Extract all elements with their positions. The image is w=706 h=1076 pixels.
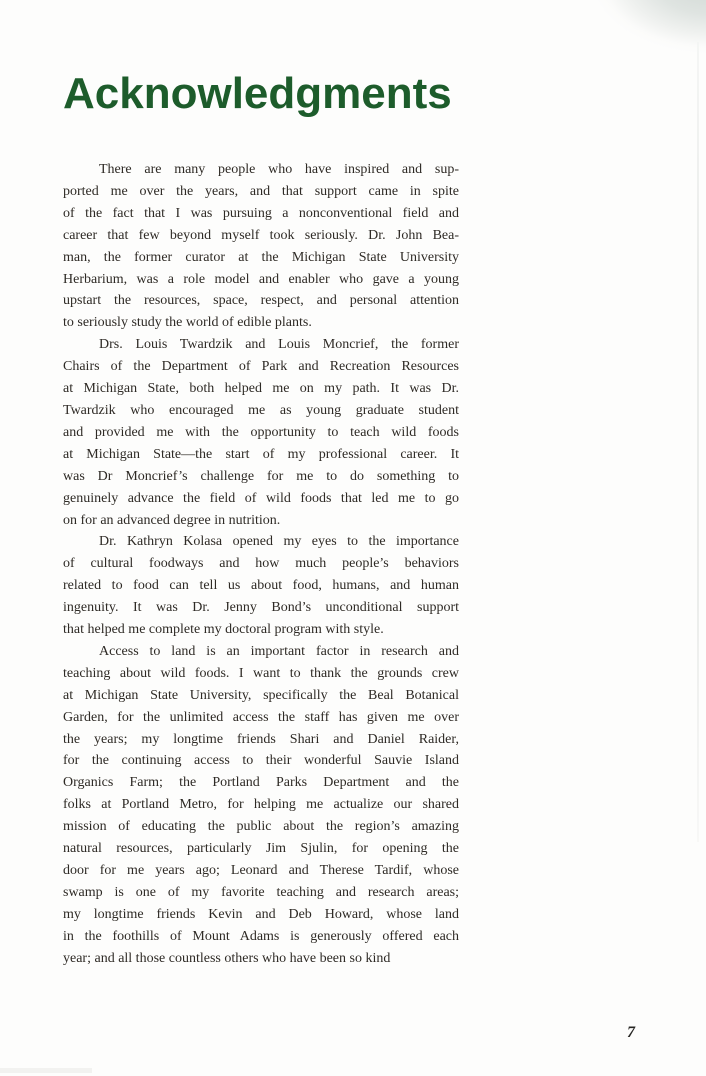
text-line: man, the former curator at the Michigan State University — [63, 249, 459, 265]
text-line: career that few beyond myself took seriously. Dr. John Bea- — [63, 227, 459, 243]
text-line: Drs. Louis Twardzik and Louis Moncrief, the former — [99, 337, 459, 353]
text-line: to seriously study the world of edible plants. — [63, 315, 312, 331]
text-line: swamp is one of my favorite teaching and research areas; — [63, 884, 459, 900]
text-line: related to food can tell us about food, humans, and human — [63, 578, 459, 594]
text-line: that helped me complete my doctoral program with style. — [63, 622, 384, 638]
text-line: Organics Farm; the Portland Parks Department and the — [63, 775, 459, 791]
page-bottom-shadow — [0, 1068, 92, 1073]
page-edge-shadow — [697, 42, 699, 842]
text-line: the years; my longtime friends Shari and Daniel Raider, — [63, 731, 459, 747]
paragraph — [63, 531, 459, 641]
text-line: genuinely advance the field of wild foods that led me to go — [63, 490, 459, 506]
text-line: on for an advanced degree in nutrition. — [63, 512, 281, 528]
paragraph — [63, 641, 459, 970]
text-line: for the continuing access to their wonderful Sauvie Island — [63, 753, 459, 769]
text-line: Chairs of the Department of Park and Recreation Resources — [63, 359, 459, 375]
page-corner-curl — [586, 0, 706, 78]
text-line: at Michigan State—the start of my professional career. It — [63, 446, 459, 462]
text-line: natural resources, particularly Jim Sjulin, for opening the — [63, 841, 459, 857]
page-number: 7 — [627, 1024, 635, 1041]
text-line: door for me years ago; Leonard and Therese Tardif, whose — [63, 863, 459, 878]
text-line: at Michigan State University, specifically the Beal Botanical — [63, 687, 459, 703]
text-line: in the foothills of Mount Adams is generously offered each — [63, 928, 459, 944]
text-line: There are many people who have inspired and sup- — [99, 162, 459, 177]
text-line: teaching about wild foods. I want to thank the grounds crew — [63, 665, 459, 681]
text-line: Dr. Kathryn Kolasa opened my eyes to the importance — [99, 534, 459, 550]
text-line: Access to land is an important factor in research and — [99, 643, 459, 659]
text-line: my longtime friends Kevin and Deb Howard, whose land — [63, 906, 459, 922]
text-line: and provided me with the opportunity to teach wild foods — [63, 424, 459, 440]
page-title: Acknowledgments — [63, 69, 452, 118]
text-line: at Michigan State, both helped me on my path. It was Dr. — [63, 381, 459, 397]
text-line: mission of educating the public about the region’s amazing — [63, 819, 459, 835]
text-line: Twardzik who encouraged me as young graduate student — [63, 402, 459, 418]
text-line: was Dr Moncrief’s challenge for me to do something to — [63, 468, 459, 484]
text-line: of cultural foodways and how much people’s behaviors — [63, 556, 459, 572]
paragraph — [63, 334, 459, 531]
text-line: of the fact that I was pursuing a nonconventional field and — [63, 205, 459, 221]
text-line: upstart the resources, space, respect, and personal attention — [63, 293, 459, 309]
paragraph — [63, 159, 459, 334]
text-line: ported me over the years, and that support came in spite — [63, 183, 459, 199]
body-text — [63, 159, 459, 970]
text-line: Garden, for the unlimited access the staff has given me over — [63, 709, 459, 725]
text-line: ingenuity. It was Dr. Jenny Bond’s unconditional support — [63, 600, 459, 616]
text-line: year; and all those countless others who have been so kind — [63, 950, 391, 966]
text-line: Herbarium, was a role model and enabler who gave a young — [63, 271, 459, 287]
text-line: folks at Portland Metro, for helping me actualize our shared — [63, 797, 459, 813]
